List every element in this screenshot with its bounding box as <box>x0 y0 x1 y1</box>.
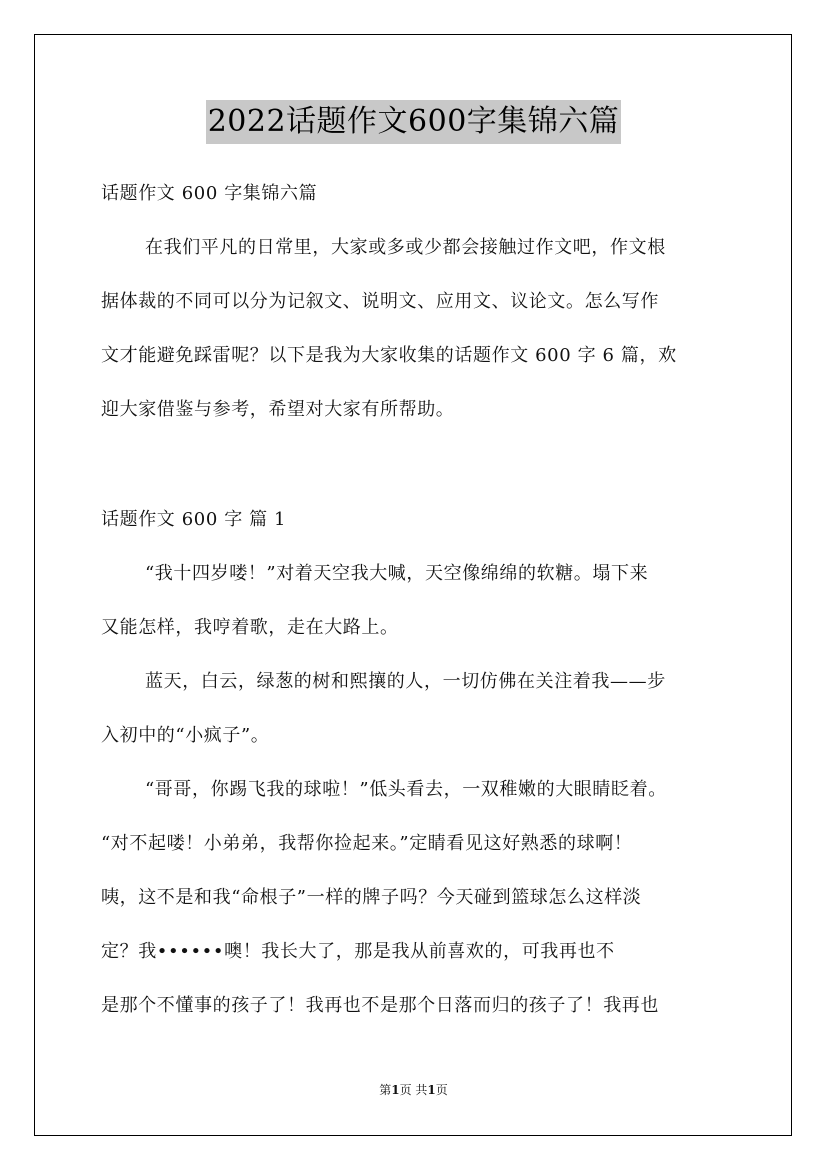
text-line: “我十四岁喽！”对着天空我大喊，天空像绵绵的软糖。塌下来 <box>145 563 649 584</box>
text-line: “对不起喽！小弟弟，我帮你捡起来。”定睛看见这好熟悉的球啊！ <box>101 833 633 854</box>
document-title: 2022话题作文600字集锦六篇 <box>206 100 622 144</box>
text-line: 在我们平凡的日常里，大家或多或少都会接触过作文吧，作文根 <box>145 237 666 258</box>
footer-page-total: 1 <box>427 1083 436 1097</box>
footer-mid: 页 共 <box>399 1083 428 1097</box>
text-line: 入初中的“小疯子”。 <box>101 725 270 746</box>
footer-suffix: 页 <box>435 1083 448 1097</box>
text-line: 蓝天，白云，绿葱的树和熙攘的人，一切仿佛在关注着我——步 <box>145 671 666 692</box>
text-line: 又能怎样，我哼着歌，走在大路上。 <box>101 617 399 638</box>
page-footer <box>0 1082 827 1098</box>
text-line: 定？我••••••噢！我长大了，那是我从前喜欢的，可我再也不 <box>101 941 615 962</box>
title-container <box>0 100 827 144</box>
text-line: 咦，这不是和我“命根子”一样的牌子吗？今天碰到篮球怎么这样淡 <box>101 887 642 908</box>
text-line: 是那个不懂事的孩子了！我再也不是那个日落而归的孩子了！我再也 <box>101 995 659 1016</box>
text-line: 文才能避免踩雷呢？以下是我为大家收集的话题作文 600 字 6 篇，欢 <box>101 345 677 366</box>
text-line: “哥哥，你踢飞我的球啦！”低头看去，一双稚嫩的大眼睛眨着。 <box>145 779 667 800</box>
footer-prefix: 第 <box>379 1083 392 1097</box>
footer-page-number: 1 <box>391 1083 400 1097</box>
section-heading: 话题作文 600 字 篇 1 <box>101 509 287 530</box>
text-line: 据体裁的不同可以分为记叙文、说明文、应用文、议论文。怎么写作 <box>101 291 659 312</box>
text-line: 迎大家借鉴与参考，希望对大家有所帮助。 <box>101 399 455 420</box>
subtitle-line: 话题作文 600 字集锦六篇 <box>101 183 318 204</box>
